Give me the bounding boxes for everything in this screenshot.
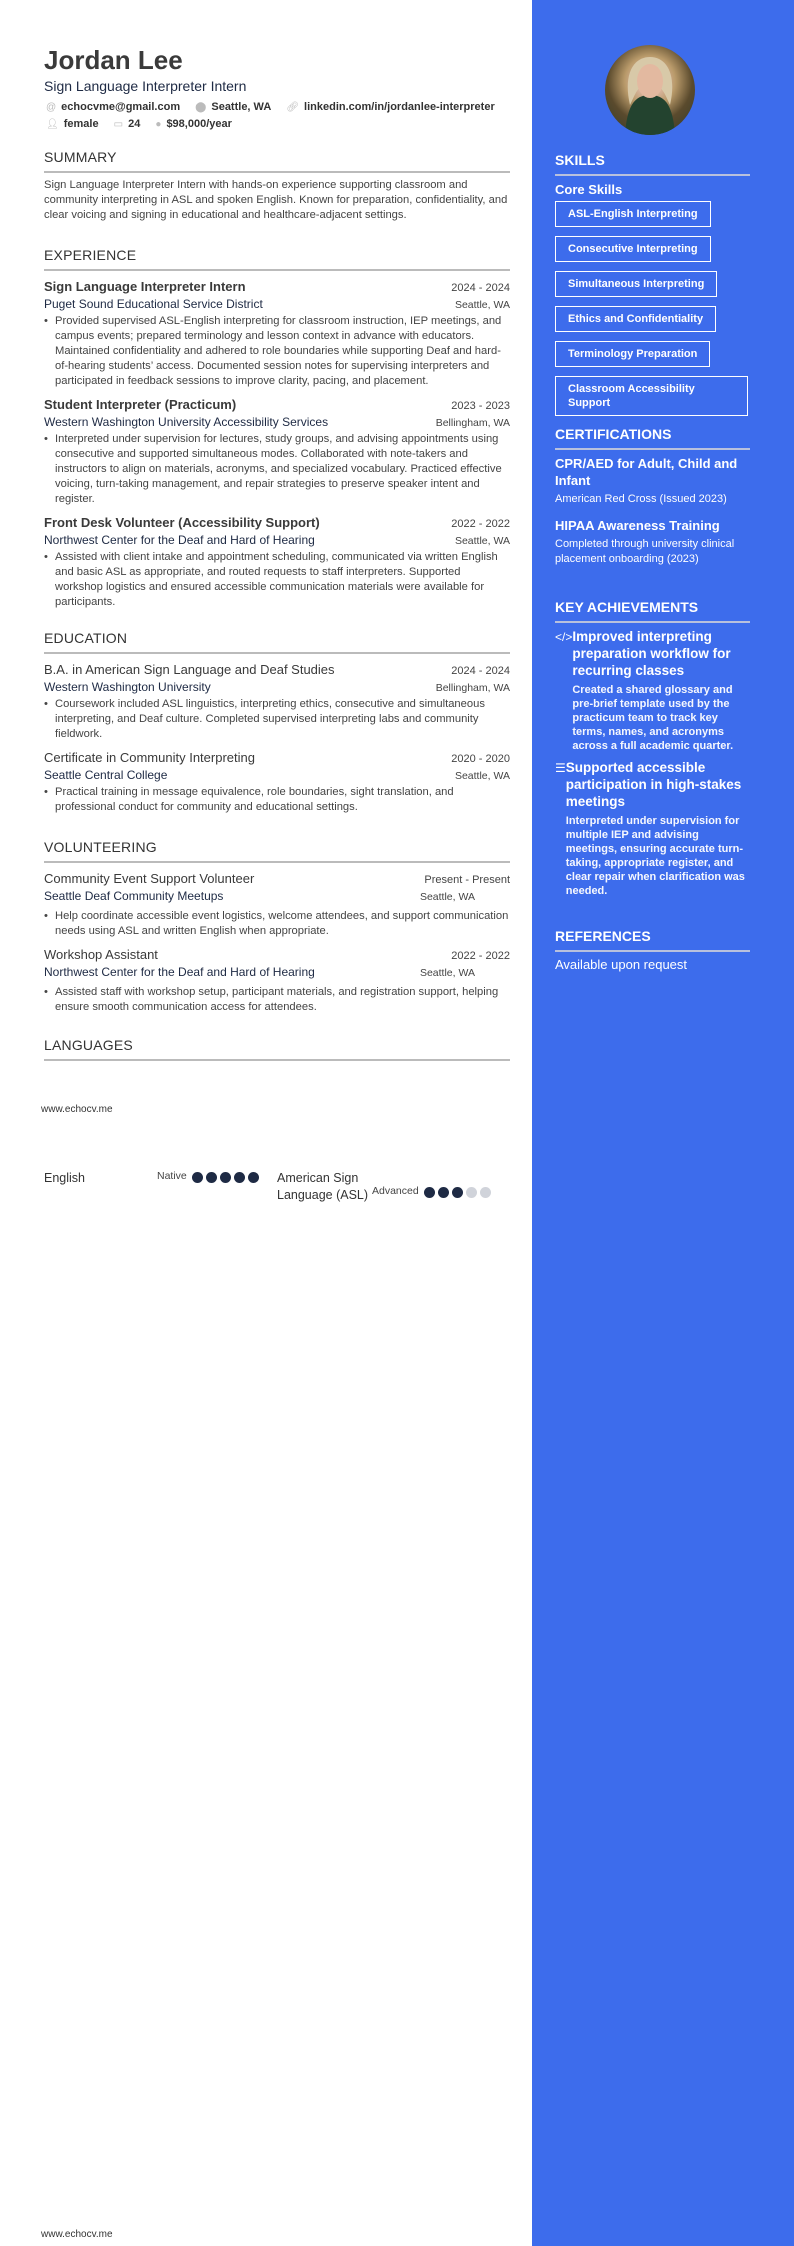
skill-tag: Classroom Accessibility Support <box>555 376 748 416</box>
achievement-title: Supported accessible participation in high-stakes meetings <box>565 760 742 809</box>
references-heading: REFERENCES <box>555 928 750 952</box>
education-entry <box>44 662 510 742</box>
entry-dates: Present - Present <box>424 874 510 886</box>
entry-location: Seattle, WA <box>454 535 510 547</box>
language-name: English <box>44 1171 85 1185</box>
entry-bullet: • Coursework included ASL linguistics, interpreting ethics, consecutive and simultaneous interpreting, and Deaf culture. Completed supervised interpreting labs and community fieldwork. <box>44 697 510 742</box>
entry-organization: Puget Sound Educational Service District <box>44 297 263 311</box>
language-level: Advanced <box>372 1185 419 1197</box>
database-icon: ☰ <box>555 761 566 775</box>
certification-detail: Completed through university clinical placement onboarding (2023) <box>555 538 735 565</box>
languages-list <box>44 1170 510 1204</box>
language-item <box>44 1170 277 1204</box>
summary-heading: SUMMARY <box>44 149 510 173</box>
rating-dot <box>424 1187 435 1198</box>
certification-name: HIPAA Awareness Training <box>555 518 720 533</box>
language-rating <box>192 1172 259 1204</box>
certification-detail: American Red Cross (Issued 2023) <box>555 493 727 505</box>
certifications-heading: CERTIFICATIONS <box>555 426 750 450</box>
education-heading: EDUCATION <box>44 630 510 654</box>
footer-link-bottom[interactable]: www.echocv.me <box>41 2229 113 2240</box>
entry-title: Front Desk Volunteer (Accessibility Support) <box>44 515 320 530</box>
volunteering-list <box>44 871 510 1015</box>
entry-title: Certificate in Community Interpreting <box>44 750 255 765</box>
entry-dates: 2023 - 2023 <box>451 400 510 412</box>
linkedin[interactable]: linkedin.com/in/jordanlee-interpreter <box>304 101 495 113</box>
skill-tag: Consecutive Interpreting <box>555 236 711 262</box>
rating-dot <box>206 1172 217 1183</box>
entry-bullet: • Provided supervised ASL-English interpreting for classroom instruction, IEP meetings, and campus events; prepared terminology and lesson context in advance with educators. Maintained confidentiality and adhered to role boundaries while supporting Deaf and hard-of-hearing students’ access. Documented session notes for supervising interpreters and participated in feedback sessions to improve clarity, pacing, and placement. <box>44 314 510 389</box>
code-icon: </> <box>555 630 573 644</box>
entry-location: Bellingham, WA <box>435 682 510 694</box>
rating-dot <box>234 1172 245 1183</box>
achievement-title: Improved interpreting preparation workflow for recurring classes <box>572 629 731 678</box>
entry-dates: 2022 - 2022 <box>451 518 510 530</box>
entry-organization: Western Washington University <box>44 680 211 694</box>
certification-name: CPR/AED for Adult, Child and Infant <box>555 456 738 488</box>
experience-heading: EXPERIENCE <box>44 247 510 271</box>
entry-organization: Seattle Central College <box>44 768 168 782</box>
contact-info <box>44 99 510 133</box>
money-icon: ● <box>155 119 162 130</box>
rating-dot <box>438 1187 449 1198</box>
salary: $98,000/year <box>166 118 232 130</box>
entry-dates: 2020 - 2020 <box>451 753 510 765</box>
entry-bullet: • Assisted with client intake and appointment scheduling, communicated via written English and basic ASL as appropriate, and routed requests to staff interpreters. Supported workshop logistics and ensured accessible communication materials were available for participants. <box>44 550 510 610</box>
age: 24 <box>128 118 141 130</box>
rating-dot <box>466 1187 477 1198</box>
certification-item <box>555 517 750 567</box>
entry-bullet: • Help coordinate accessible event logistics, welcome attendees, and support communication needs using ASL and written English when appropriate. <box>44 909 510 939</box>
skill-tag: Terminology Preparation <box>555 341 710 367</box>
skills-heading: SKILLS <box>555 152 750 176</box>
certification-item <box>555 455 750 507</box>
calendar-icon: ▭ <box>113 119 124 130</box>
language-name: American Sign Language (ASL) <box>277 1171 369 1202</box>
languages-heading: LANGUAGES <box>44 1037 510 1061</box>
achievements-heading: KEY ACHIEVEMENTS <box>555 599 750 623</box>
language-rating <box>424 1187 491 1204</box>
skill-tag: Simultaneous Interpreting <box>555 271 717 297</box>
experience-entry <box>44 279 510 389</box>
sidebar <box>532 0 794 2246</box>
language-item <box>277 1170 510 1204</box>
entry-dates: 2024 - 2024 <box>451 665 510 677</box>
rating-dot <box>192 1172 203 1183</box>
experience-entry <box>44 515 510 610</box>
rating-dot <box>220 1172 231 1183</box>
entry-bullet: • Interpreted under supervision for lectures, study groups, and advising appointments using consecutive and supported simultaneous modes. Collaborated with note-takers and instructors to align on materials, acronyms, and specialized vocabulary. Practiced effective voicing, turn-taking management, and repair strategies to preserve speaker intent and register. <box>44 432 510 507</box>
gender: female <box>63 118 99 130</box>
volunteering-entry <box>44 871 510 939</box>
education-entry <box>44 750 510 815</box>
link-icon: 🔗︎ <box>286 102 300 113</box>
entry-organization: Seattle Deaf Community Meetups <box>44 889 224 903</box>
rating-dot <box>452 1187 463 1198</box>
achievement-description: Interpreted under supervision for multiple IEP and advising meetings, ensuring accurate turn-taking, appropriate register, and clear repair when clarification was needed. <box>565 815 745 897</box>
at-icon: @ <box>46 102 57 113</box>
email[interactable]: echocvme@gmail.com <box>61 101 181 113</box>
entry-title: Community Event Support Volunteer <box>44 871 255 886</box>
rating-dot <box>480 1187 491 1198</box>
skills-group-label: Core Skills <box>555 182 623 197</box>
candidate-title: Sign Language Interpreter Intern <box>44 78 247 94</box>
entry-location: Bellingham, WA <box>435 417 510 429</box>
entry-bullet: • Assisted staff with workshop setup, participant materials, and registration support, helping ensure smooth communication access for attendees. <box>44 985 510 1015</box>
entry-location: Seattle, WA <box>454 299 510 311</box>
entry-dates: 2024 - 2024 <box>451 282 510 294</box>
references-text: Available upon request <box>555 957 688 972</box>
location-pin-icon: ⬤ <box>195 102 207 113</box>
entry-organization: Western Washington University Accessibility Services <box>44 415 329 429</box>
main-column <box>44 44 510 1061</box>
experience-list <box>44 279 510 610</box>
candidate-name: Jordan Lee <box>44 45 183 75</box>
location: Seattle, WA <box>211 101 272 113</box>
person-icon: 👤︎ <box>46 119 59 130</box>
entry-title: Student Interpreter (Practicum) <box>44 397 237 412</box>
entry-location: Seattle, WA <box>419 891 475 903</box>
language-level: Native <box>157 1170 187 1182</box>
skill-tag: Ethics and Confidentiality <box>555 306 716 332</box>
entry-dates: 2022 - 2022 <box>451 950 510 962</box>
entry-location: Seattle, WA <box>454 770 510 782</box>
entry-bullet: • Practical training in message equivalence, role boundaries, sight translation, and professional conduct for community and educational settings. <box>44 785 510 815</box>
entry-title: B.A. in American Sign Language and Deaf Studies <box>44 662 335 677</box>
achievement-item <box>555 759 750 898</box>
entry-title: Workshop Assistant <box>44 947 158 962</box>
achievement-item <box>555 628 750 753</box>
achievement-description: Created a shared glossary and pre-brief template used by the practicum team to track key terms, names, and acronyms across a full academic quarter. <box>572 684 734 752</box>
avatar <box>605 45 695 135</box>
entry-title: Sign Language Interpreter Intern <box>44 279 246 294</box>
entry-organization: Northwest Center for the Deaf and Hard of Hearing <box>44 965 315 979</box>
skill-tag: ASL-English Interpreting <box>555 201 711 227</box>
summary-text: Sign Language Interpreter Intern with hands-on experience supporting classroom and community interpreting in ASL and spoken English. Known for preparation, confidentiality, and clear voicing and signing in educational and healthcare-adjacent settings. <box>44 179 508 221</box>
experience-entry <box>44 397 510 507</box>
footer-link[interactable]: www.echocv.me <box>41 1104 113 1115</box>
education-list <box>44 662 510 815</box>
volunteering-entry <box>44 947 510 1015</box>
entry-organization: Northwest Center for the Deaf and Hard of Hearing <box>44 533 315 547</box>
rating-dot <box>248 1172 259 1183</box>
entry-location: Seattle, WA <box>419 967 475 979</box>
volunteering-heading: VOLUNTEERING <box>44 839 510 863</box>
